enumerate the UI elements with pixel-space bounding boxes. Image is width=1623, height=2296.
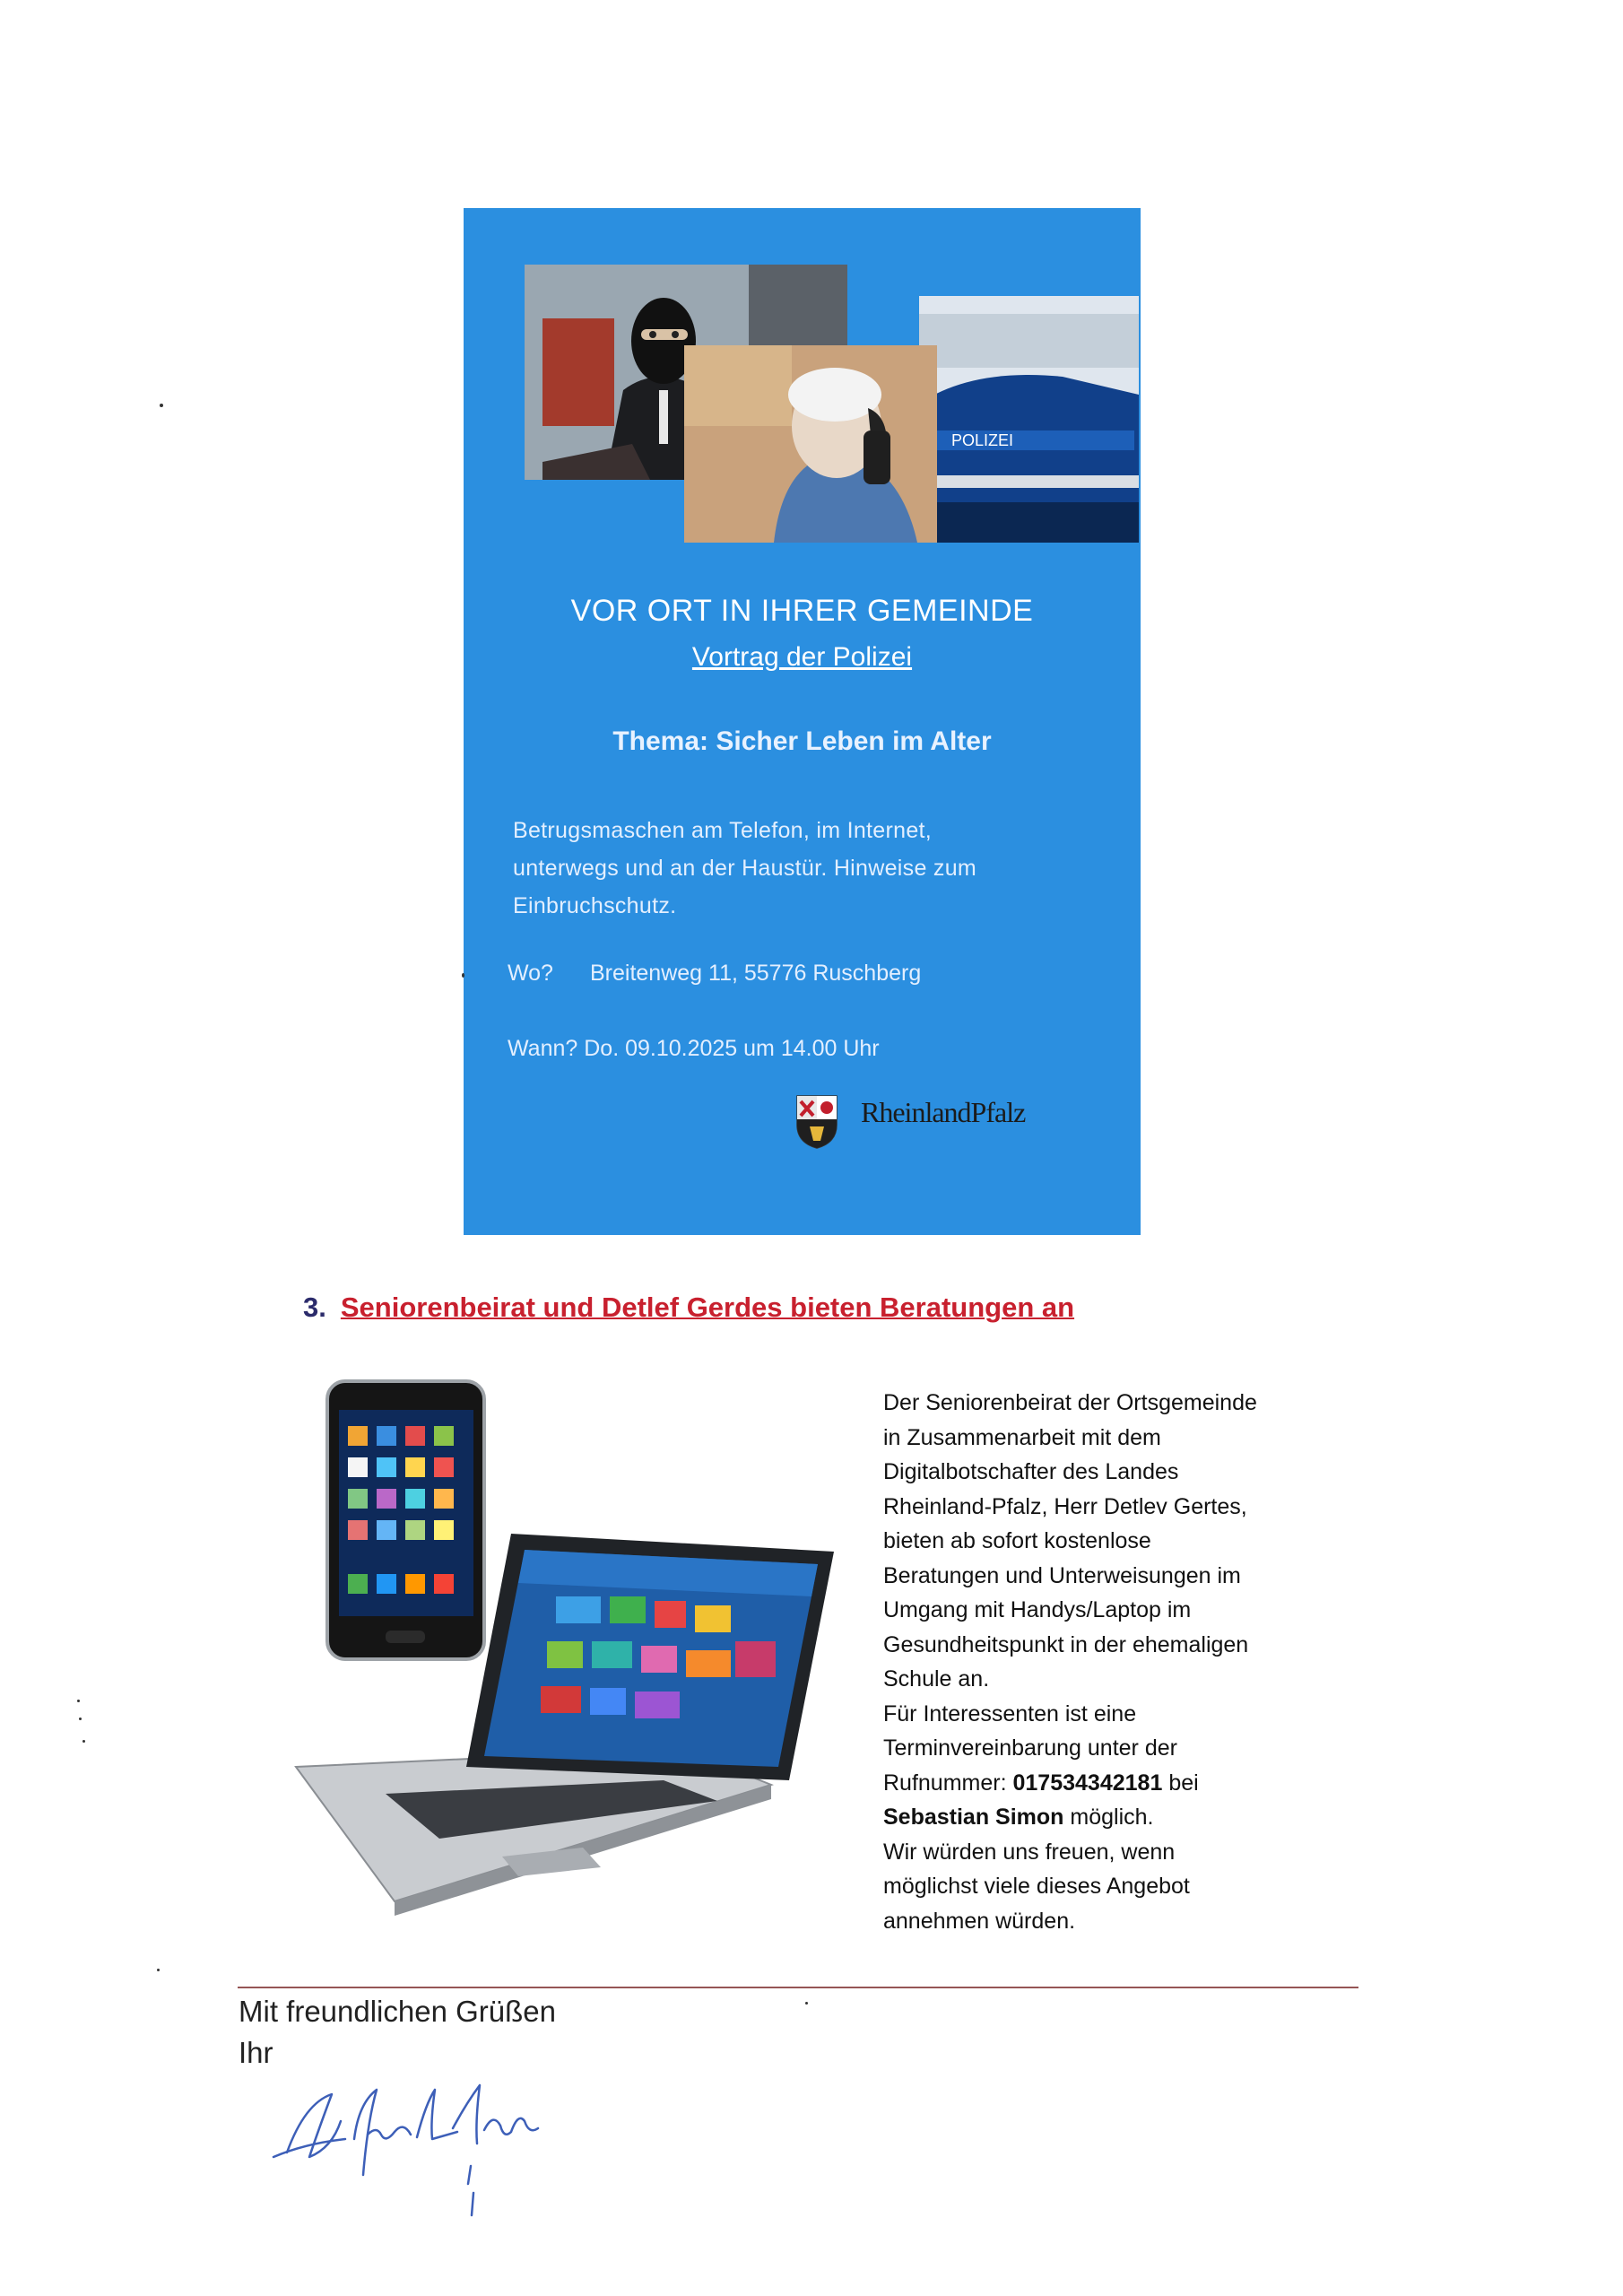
poster-description bbox=[513, 812, 1105, 925]
poster-description-line: Einbruchschutz. bbox=[513, 893, 677, 918]
poster-description-line: Betrugsmaschen am Telefon, im Internet, bbox=[513, 818, 933, 843]
scan-speck bbox=[79, 1718, 82, 1720]
handwritten-signature bbox=[269, 2049, 628, 2242]
info-line: Digitalbotschafter des Landes bbox=[883, 1459, 1179, 1484]
poster-location bbox=[508, 961, 921, 987]
section-number: 3. bbox=[303, 1292, 326, 1323]
contact-line bbox=[883, 1800, 1350, 1835]
rlp-coat-of-arms-icon bbox=[794, 1092, 840, 1154]
scan-speck bbox=[805, 2002, 808, 2005]
location-value: Breitenweg 11, 55776 Ruschberg bbox=[590, 961, 922, 986]
senior-on-phone-photo bbox=[684, 345, 937, 543]
contact-suffix: möglich. bbox=[1070, 1805, 1154, 1830]
phone-suffix: bei bbox=[1168, 1770, 1199, 1796]
location-label: Wo? bbox=[508, 961, 553, 986]
scan-speck bbox=[462, 973, 464, 978]
scan-speck bbox=[82, 1740, 85, 1743]
poster-topic: Thema: Sicher Leben im Alter bbox=[612, 726, 992, 756]
info-line: in Zusammenarbeit mit dem bbox=[883, 1424, 1161, 1450]
police-car-photo bbox=[919, 296, 1139, 543]
sign-off: Ihr bbox=[239, 2036, 273, 2069]
section-title-text: Seniorenbeirat und Detlef Gerdes bieten Beratungen an bbox=[340, 1292, 1075, 1323]
info-line: Umgang mit Handys/Laptop im bbox=[883, 1597, 1192, 1622]
info-line: Rheinland-Pfalz, Herr Detlev Gertes, bbox=[883, 1493, 1247, 1519]
scan-speck bbox=[77, 1700, 80, 1702]
info-line: Beratungen und Unterweisungen im bbox=[883, 1562, 1241, 1588]
info-line: Für Interessenten ist eine bbox=[883, 1700, 1137, 1726]
scan-speck bbox=[160, 404, 163, 407]
info-closing-line: möglichst viele dieses Angebot bbox=[883, 1874, 1190, 1899]
info-closing-line: annehmen würden. bbox=[883, 1908, 1076, 1934]
poster-subheadline: Vortrag der Polizei bbox=[691, 642, 913, 672]
info-line: bieten ab sofort kostenlose bbox=[883, 1528, 1151, 1553]
scan-speck bbox=[157, 1969, 160, 1971]
smartphone-and-laptop-image bbox=[287, 1372, 843, 1942]
info-line: Der Seniorenbeirat der Ortsgemeinde bbox=[883, 1390, 1257, 1415]
consultation-info bbox=[883, 1386, 1350, 1938]
section-3-title bbox=[303, 1292, 1074, 1324]
phone-prefix: Rufnummer: bbox=[883, 1770, 1007, 1796]
info-line: Terminvereinbarung unter der bbox=[883, 1735, 1177, 1761]
rlp-logo-wordmark: RheinlandPfalz bbox=[861, 1096, 1026, 1128]
contact-name: Sebastian Simon bbox=[883, 1805, 1064, 1830]
poster-headline: VOR ORT IN IHRER GEMEINDE bbox=[570, 594, 1034, 628]
phone-line bbox=[883, 1766, 1350, 1801]
poster-date-time: Wann? Do. 09.10.2025 um 14.00 Uhr bbox=[508, 1036, 880, 1061]
info-line: Gesundheitspunkt in der ehemaligen bbox=[883, 1631, 1249, 1657]
poster-description-line: unterwegs und an der Haustür. Hinweise zum bbox=[513, 856, 977, 881]
phone-number: 017534342181 bbox=[1012, 1770, 1163, 1796]
police-sign-text: POLIZEI bbox=[951, 431, 1014, 449]
info-closing-line: Wir würden uns freuen, wenn bbox=[883, 1839, 1176, 1865]
greeting: Mit freundlichen Grüßen bbox=[239, 1995, 556, 2028]
horizontal-rule bbox=[238, 1987, 1358, 1988]
info-line: Schule an. bbox=[883, 1666, 990, 1692]
